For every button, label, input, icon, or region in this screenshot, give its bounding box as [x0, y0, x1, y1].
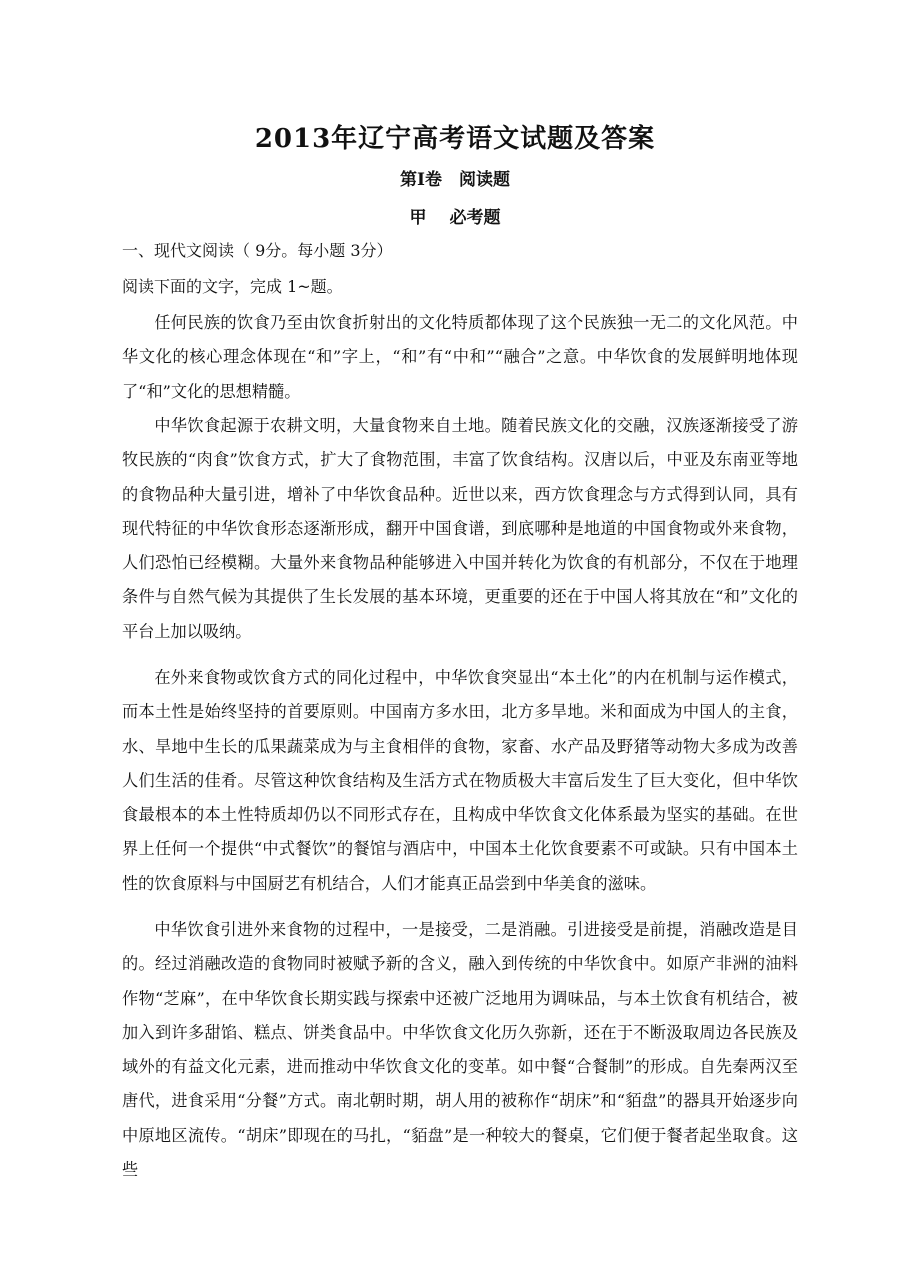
paragraph-3: 在外来食物或饮食方式的同化过程中，中华饮食突显出“本土化”的内在机制与运作模式，而本土性是始终坚持的首要原则。中国南方多水田，北方多旱地。米和面成为中国人的主食，水、旱地中生长的瓜果蔬菜成为与主食相伴的食物，家畜、水产品及野猪等动物大多成为改善人们生活的佳肴。尽管这种饮食结构及生活方式在物质极大丰富后发生了巨大变化，但中华饮食最根本的本土性特质却仍以不同形式存在，且构成中华饮食文化体系最为坚实的基础。在世界上任何一个提供“中式餐饮”的餐馆与酒店中，中国本土化饮食要素不可或缺。只有中国本土性的饮食原料与中国厨艺有机结合，人们才能真正品尝到中华美食的滋味。: [122, 668, 798, 893]
volume-heading: 第Ⅰ卷 阅读题: [400, 170, 510, 190]
document-title: 2013年辽宁高考语文试题及答案: [254, 124, 656, 154]
part-heading: 一、现代文阅读（ 9分。每小题 3分）: [122, 241, 393, 260]
paragraph-4: 中华饮食引进外来食物的过程中，一是接受，二是消融。引进接受是前提，消融改造是目的。经过消融改造的食物同时被赋予新的含义，融入到传统的中华饮食中。如原产非洲的油料作物“芝麻”，在中华饮食长期实践与探索中还被广泛地用为调味品，与本土饮食有机结合，被加入到许多甜馅、糕点、饼类食品中。中华饮食文化历久弥新，还在于不断汲取周边各民族及域外的有益文化元素，进而推动中华饮食文化的变革。如中餐“合餐制”的形成。自先秦两汉至唐代，进食采用“分餐”方式。南北朝时期，胡人用的被称作“胡床”和“貊盘”的器具开始逐步向中原地区流传。“胡床”即现在的马扎，“貊盘”是一种较大的餐桌，它们便于餐者起坐取食。这些: [122, 920, 798, 1180]
reading-instruction: 阅读下面的文字，完成 1~题。: [122, 277, 343, 296]
section-heading: 甲 必考题: [409, 208, 501, 228]
paragraph-2: 中华饮食起源于农耕文明，大量食物来自土地。随着民族文化的交融，汉族逐渐接受了游牧民族的“肉食”饮食方式，扩大了食物范围，丰富了饮食结构。汉唐以后，中亚及东南亚等地的食物品种大量引进，增补了中华饮食品种。近世以来，西方饮食理念与方式得到认同，具有现代特征的中华饮食形态逐渐形成，翻开中国食谱，到底哪种是地道的中国食物或外来食物，人们恐怕已经模糊。大量外来食物品种能够进入中国并转化为饮食的有机部分，不仅在于地理条件与自然气候为其提供了生长发展的基本环境，更重要的还在于中国人将其放在“和”文化的平台上加以吸纳。: [122, 416, 798, 641]
paragraph-1: 任何民族的饮食乃至由饮食折射出的文化特质都体现了这个民族独一无二的文化风范。中华文化的核心理念体现在“和”字上，“和”有“中和”“融合”之意。中华饮食的发展鲜明地体现了“和”文化的思想精髓。: [122, 313, 798, 401]
